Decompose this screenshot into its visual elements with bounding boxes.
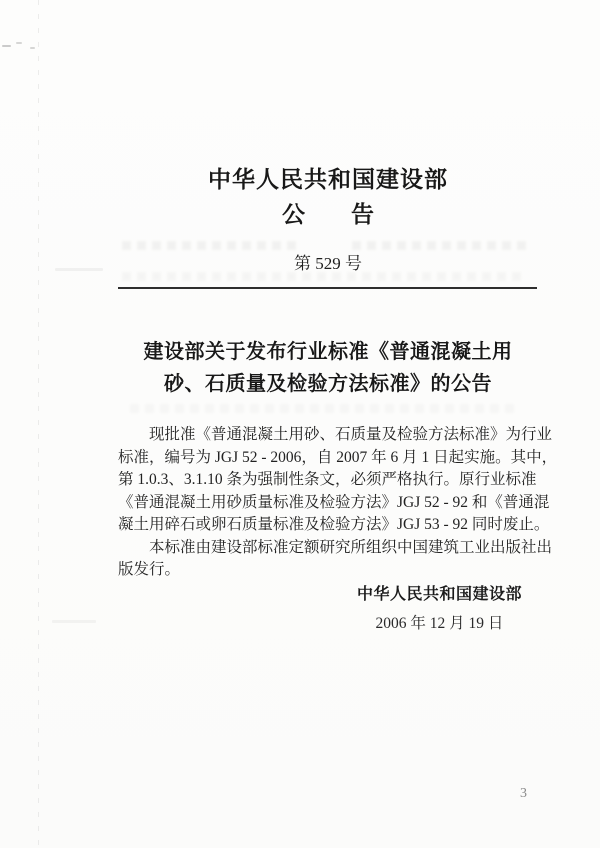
announcement-heading: 公 告	[282, 202, 374, 227]
body-line: 现批准《普通混凝土用砂、石质量及检验方法标准》为行业	[149, 426, 553, 443]
document-title	[118, 336, 538, 400]
body-line: 凝土用碎石或卵石质量标准及检验方法》JGJ 53 - 92 同时废止。	[118, 516, 550, 533]
announcement-number: 第 529 号	[294, 254, 362, 273]
scan-artifact	[55, 268, 103, 271]
document-title-line-1: 建设部关于发布行业标准《普通混凝土用	[143, 341, 513, 363]
issuer-name: 中华人民共和国建设部	[356, 586, 522, 603]
scan-fold-line	[38, 0, 39, 848]
body-line: 版发行。	[118, 561, 181, 578]
scan-ghost-text	[130, 404, 520, 413]
scan-artifact	[52, 620, 96, 623]
signature-inner	[357, 581, 522, 633]
ministry-header: 中华人民共和国建设部	[208, 167, 448, 192]
body-line: 《普通混凝土用砂质量标准及检验方法》JGJ 52 - 92 和《普通混	[118, 493, 550, 511]
document-title-line-2: 砂、石质量及检验方法标准》的公告	[164, 373, 492, 395]
body-text	[118, 424, 558, 582]
divider-rule	[118, 287, 537, 289]
body-line: 第 1.0.3、3.1.10 条为强制性条文，必须严格执行。原行业标准	[118, 471, 537, 488]
signature-block	[118, 581, 538, 633]
issue-date: 2006 年 12 月 19 日	[375, 615, 504, 632]
body-line: 本标准由建设部标准定额研究所组织中国建筑工业出版社出	[149, 538, 553, 556]
page-number: 3	[520, 786, 527, 801]
scan-artifact	[30, 47, 35, 49]
scan-artifact	[16, 42, 22, 44]
scan-artifact	[2, 45, 11, 47]
body-line: 标准，编号为 JGJ 52 - 2006，自 2007 年 6 月 1 日起实施。其中，	[118, 448, 558, 466]
